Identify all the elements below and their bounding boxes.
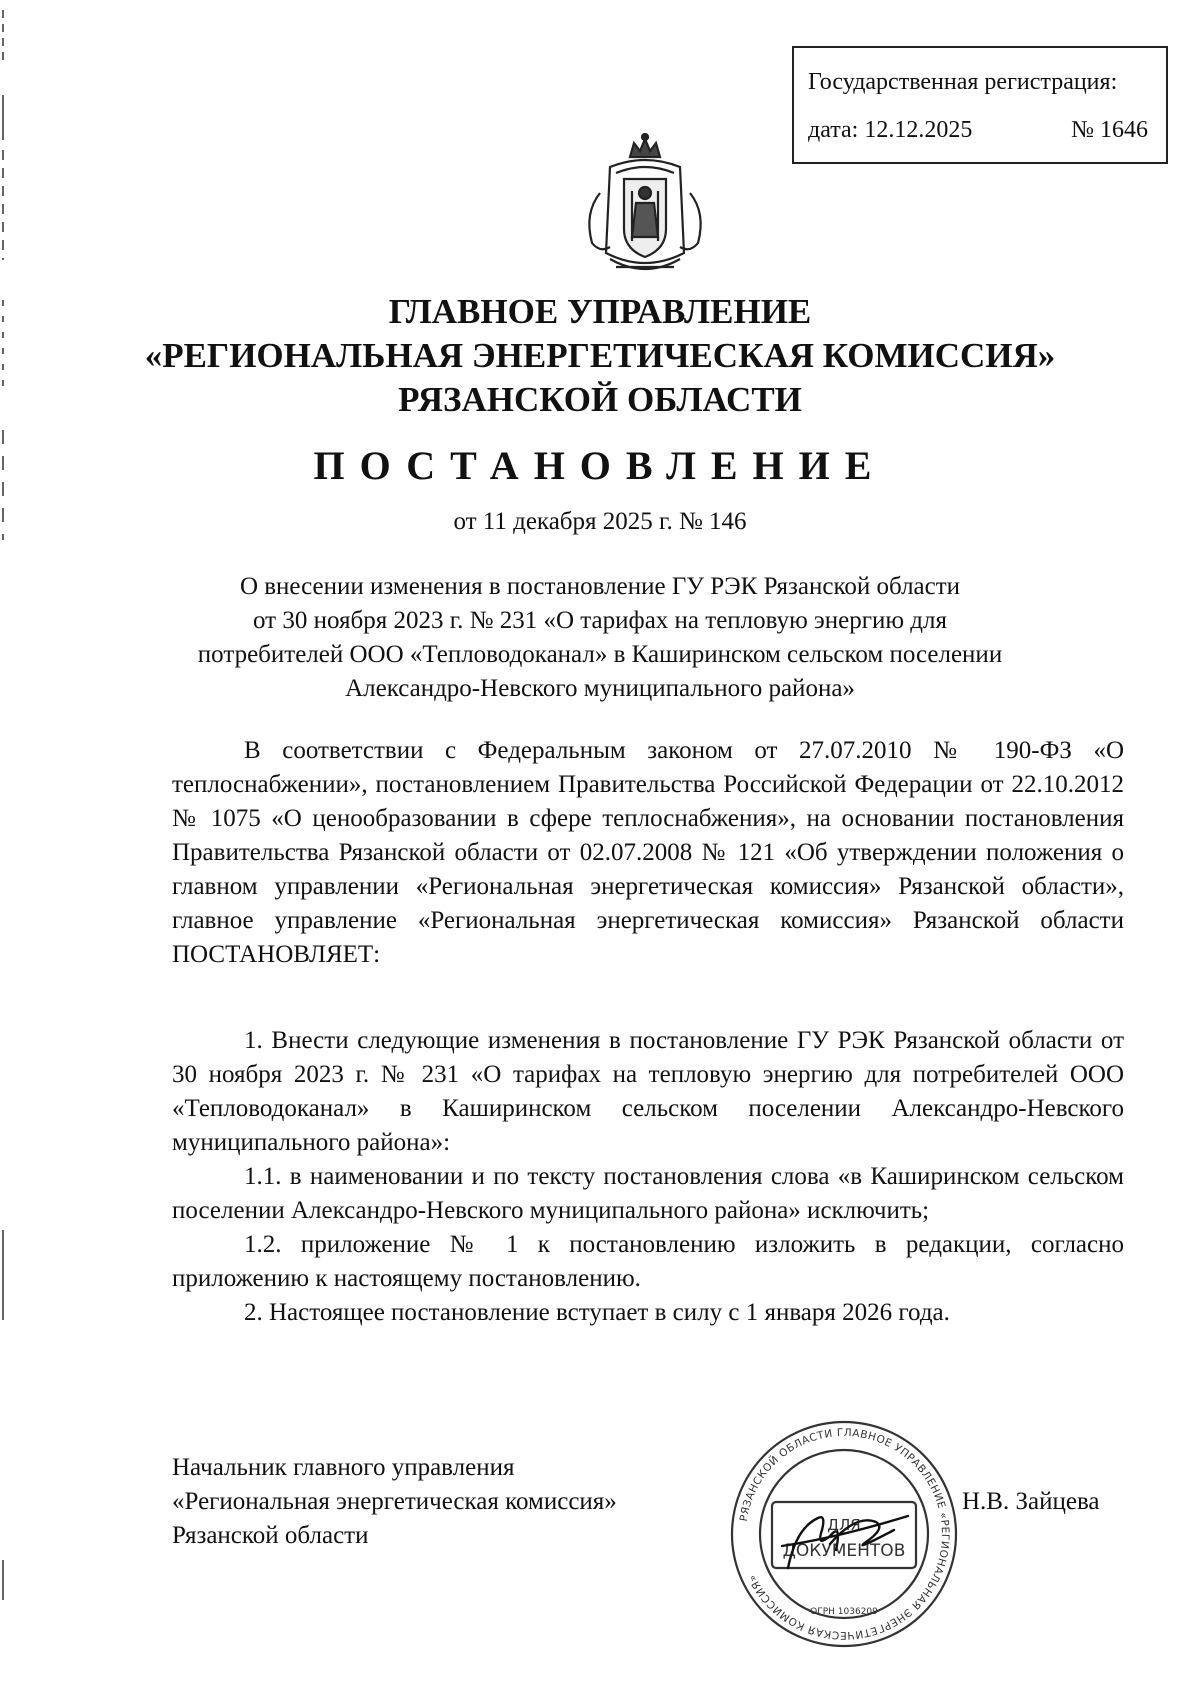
signer-position-line-1: Начальник главного управления	[172, 1454, 515, 1481]
coat-of-arms-icon	[570, 133, 720, 283]
registration-date: дата: 12.12.2025	[808, 117, 973, 143]
signer-position	[172, 1451, 617, 1553]
preamble-section	[172, 734, 1124, 972]
org-line-1: ГЛАВНОЕ УПРАВЛЕНИЕ	[388, 292, 812, 331]
operative-section	[172, 1024, 1124, 1330]
item-1-1-paragraph: 1.1. в наименовании и по тексту постановления слова «в Каширинском сельском поселении Александро-Невского муниципального района» исключить;	[172, 1163, 1124, 1224]
item-1-paragraph: 1. Внести следующие изменения в постановление ГУ РЭК Рязанской области от 30 ноября 2023 г. № 231 «О тарифах на тепловую энергию для потребителей ООО «Тепловодоканал» в Каширинском сельском поселении Александро-Невского муниципального района»:	[172, 1027, 1124, 1156]
org-line-2: «РЕГИОНАЛЬНАЯ ЭНЕРГЕТИЧЕСКАЯ КОМИССИЯ»	[144, 336, 1056, 375]
item-2-paragraph: 2. Настоящее постановление вступает в силу с 1 января 2026 года.	[244, 1299, 950, 1326]
registration-number: № 1646	[1071, 117, 1148, 143]
registration-box	[792, 46, 1168, 164]
signer-name: Н.В. Зайцева	[962, 1488, 1100, 1515]
subject-line-4: Александро-Невского муниципального района»	[345, 675, 855, 702]
subject-line-3: потребителей ООО «Тепловодоканал» в Каширинском сельском поселении	[197, 641, 1003, 668]
registration-title: Государственная регистрация:	[808, 69, 1118, 95]
stamp-ogrn: ОГРН 1036209	[810, 1607, 878, 1617]
stamp-outer-text: РЯЗАНСКОЙ ОБЛАСТИ ГЛАВНОЕ УПРАВЛЕНИЕ «РЕГИОНАЛЬНАЯ ЭНЕРГЕТИЧЕСКАЯ КОМИССИЯ»	[737, 1426, 952, 1642]
signer-position-line-2: «Региональная энергетическая комиссия»	[172, 1488, 617, 1515]
stamp-inner-line-1: ДЛЯ	[827, 1516, 861, 1534]
signer-position-line-3: Рязанской области	[172, 1522, 369, 1549]
document-subject	[0, 570, 1200, 706]
subject-line-1: О внесении изменения в постановление ГУ РЭК Рязанской области	[239, 573, 961, 600]
document-date-number: от 11 декабря 2025 г. № 146	[453, 508, 747, 535]
stamp-inner-line-2: ДОКУМЕНТОВ	[782, 1541, 906, 1561]
subject-line-2: от 30 ноября 2023 г. № 231 «О тарифах на тепловую энергию для	[253, 607, 947, 634]
official-stamp-icon	[726, 1418, 962, 1650]
organization-header	[0, 290, 1200, 422]
document-type-title: ПОСТАНОВЛЕНИЕ	[313, 443, 887, 488]
scan-edge-marks	[0, 0, 8, 1700]
item-1-2-paragraph: 1.2. приложение № 1 к постановлению изложить в редакции, согласно приложению к настоящему постановлению.	[172, 1231, 1124, 1292]
preamble-paragraph: В соответствии с Федеральным законом от 27.07.2010 № 190-ФЗ «О теплоснабжении», постановлением Правительства Российской Федерации от 22.10.2012 № 1075 «О ценообразовании в сфере теплоснабжения», на основании постановления Правительства Рязанской области от 02.07.2008 № 121 «Об утверждении положения о главном управлении «Региональная энергетическая комиссия» Рязанской области», главное управление «Региональная энергетическая комиссия» Рязанской области ПОСТАНОВЛЯЕТ:	[172, 737, 1124, 968]
org-line-3: РЯЗАНСКОЙ ОБЛАСТИ	[398, 380, 802, 419]
